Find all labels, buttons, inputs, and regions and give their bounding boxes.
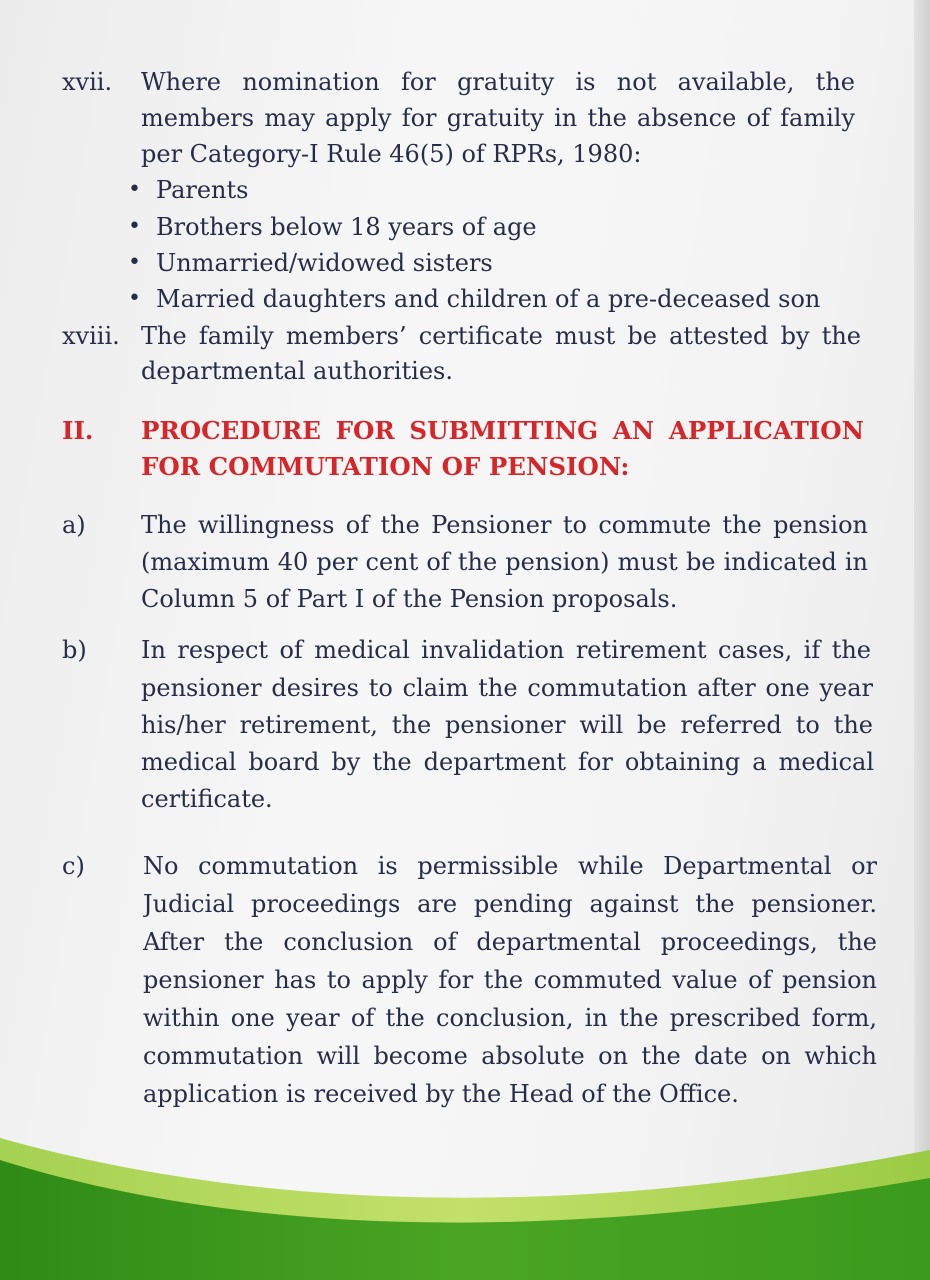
para-marker: a)	[62, 511, 86, 539]
bullet-text: Married daughters and children of a pre-deceased son	[156, 285, 821, 313]
text-line: The family members’ certificate must be attested by the	[141, 322, 861, 350]
heading-line: PROCEDURE FOR SUBMITTING AN APPLICATION	[141, 416, 864, 445]
text-line: his/her retirement, the pensioner will be referred to the	[141, 711, 873, 739]
text-line: medical board by the department for obtaining a medical	[141, 748, 874, 776]
bullet-text: Brothers below 18 years of age	[156, 213, 537, 241]
text-line: Column 5 of Part I of the Pension proposals.	[141, 585, 678, 613]
text-line: certificate.	[141, 785, 273, 813]
text-line: No commutation is permissible while Departmental or	[143, 852, 877, 880]
page-edge	[914, 0, 930, 1280]
green-wave-footer	[0, 1130, 930, 1280]
text-line: pensioner has to apply for the commuted value of pension	[143, 966, 877, 994]
bullet-icon: •	[128, 286, 141, 311]
text-line: pensioner desires to claim the commutation after one year	[141, 674, 873, 702]
text-line: commutation will become absolute on the date on which	[143, 1042, 877, 1070]
item-marker: xvii.	[62, 68, 113, 96]
text-line: (maximum 40 per cent of the pension) must be indicated in	[141, 548, 868, 576]
section-marker: II.	[62, 416, 94, 445]
bullet-icon: •	[128, 214, 141, 239]
para-marker: c)	[62, 852, 85, 880]
item-marker: xviii.	[62, 322, 120, 350]
text-line: Where nomination for gratuity is not available, the	[141, 68, 855, 96]
text-line: Judicial proceedings are pending against the pensioner.	[143, 890, 877, 918]
heading-line: FOR COMMUTATION OF PENSION:	[141, 452, 630, 481]
text-line: within one year of the conclusion, in the prescribed form,	[143, 1004, 877, 1032]
bullet-icon: •	[128, 250, 141, 275]
bullet-text: Unmarried/widowed sisters	[156, 249, 493, 277]
text-line: The willingness of the Pensioner to commute the pension	[141, 511, 868, 539]
text-line: In respect of medical invalidation retirement cases, if the	[141, 636, 871, 664]
text-line: After the conclusion of departmental proceedings, the	[143, 928, 877, 956]
text-line: departmental authorities.	[141, 357, 453, 385]
text-line: application is received by the Head of the Office.	[143, 1080, 739, 1108]
text-line: per Category-I Rule 46(5) of RPRs, 1980:	[141, 140, 642, 168]
bullet-text: Parents	[156, 176, 249, 204]
bullet-icon: •	[128, 177, 141, 202]
para-marker: b)	[62, 636, 87, 664]
text-line: members may apply for gratuity in the absence of family	[141, 104, 855, 132]
